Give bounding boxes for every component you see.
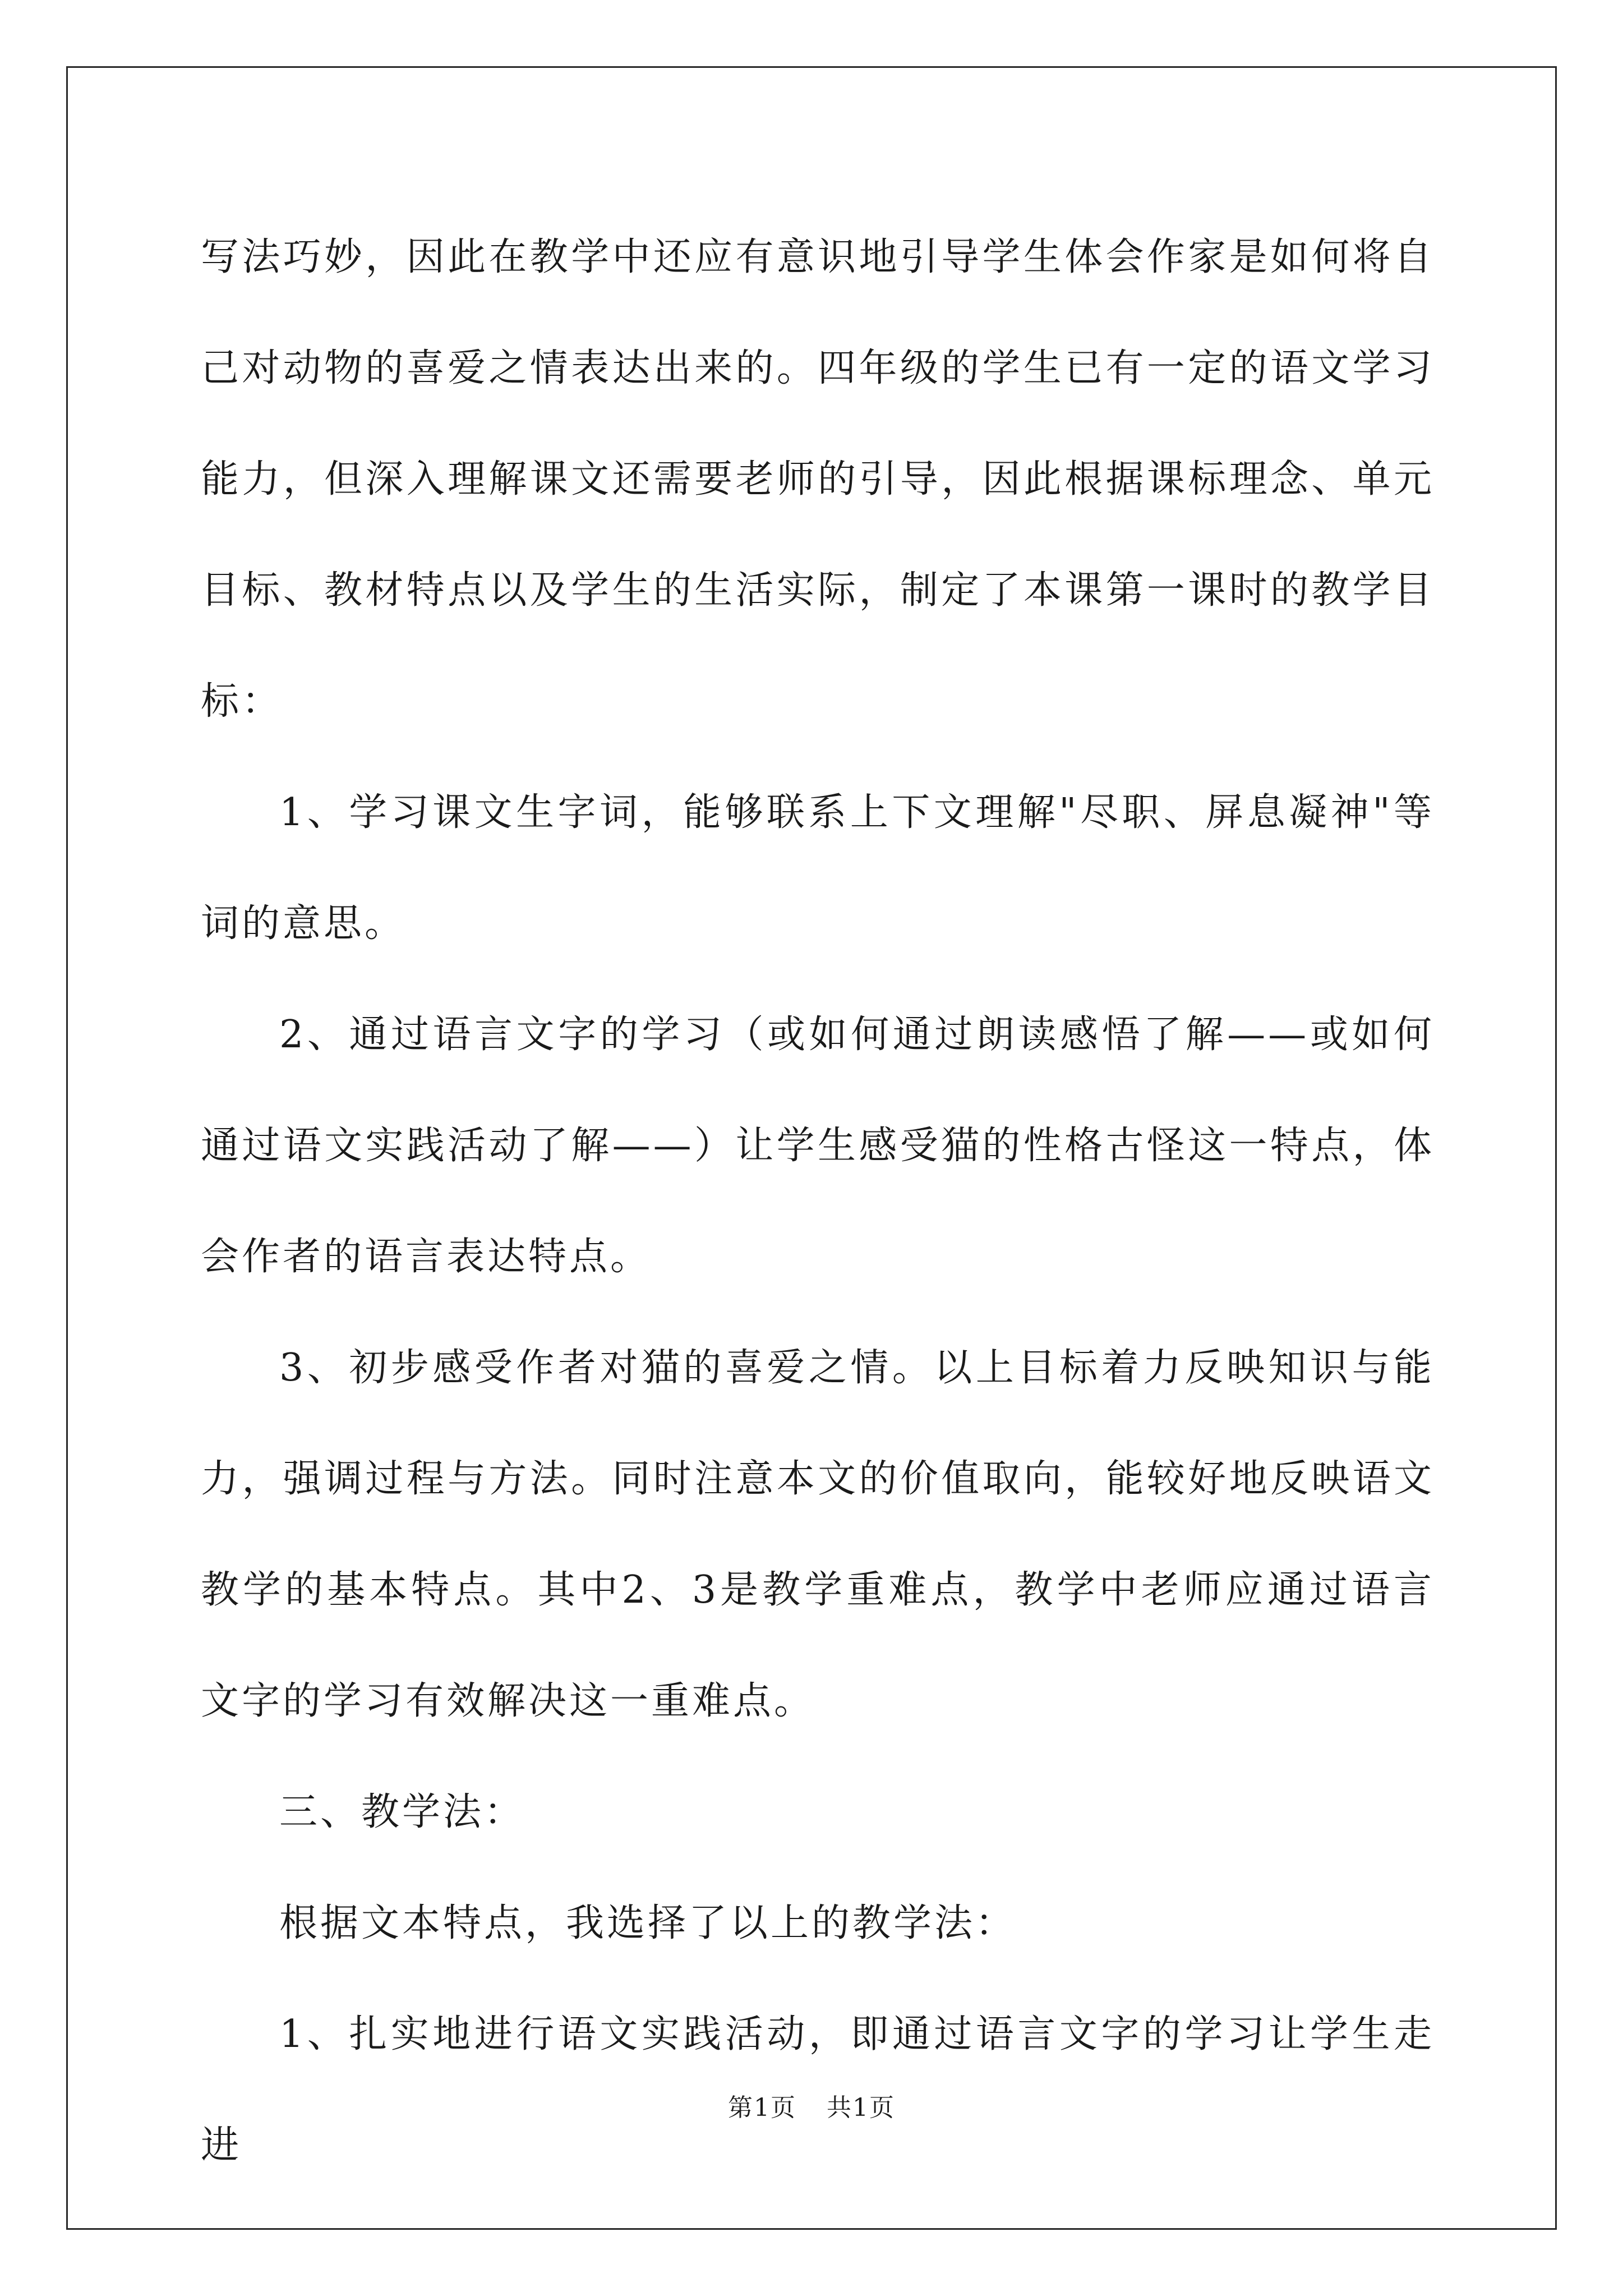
page-number: 第1页 bbox=[728, 2093, 796, 2122]
paragraph-objective-2: 2、通过语言文字的学习（或如何通过朗读感悟了解——或如何通过语文实践活动了解——）让学生感受猫的性格古怪这一特点，体会作者的语言表达特点。 bbox=[201, 1013, 1435, 1279]
document-body bbox=[201, 202, 1435, 2201]
page-total: 共1页 bbox=[827, 2093, 895, 2122]
section-heading-teaching-methods: 三、教学法： bbox=[279, 1790, 525, 1834]
paragraph-method-1: 1、扎实地进行语文实践活动，即通过语言文字的学习让学生走进 bbox=[201, 2012, 1435, 2168]
paragraph-objective-3: 3、初步感受作者对猫的喜爱之情。以上目标着力反映知识与能力，强调过程与方法。同时注意本文的价值取向，能较好地反映语文教学的基本特点。其中2、3是教学重难点，教学中老师应通过语言文字的学习有效解决这一重难点。 bbox=[201, 1346, 1435, 1723]
paragraph-objective-1: 1、学习课文生字词，能够联系上下文理解"尽职、屏息凝神"等词的意思。 bbox=[201, 790, 1435, 946]
paragraph-methods-intro: 根据文本特点，我选择了以上的教学法： bbox=[279, 1901, 1017, 1945]
page-footer bbox=[0, 2091, 1623, 2125]
paragraph-intro: 写法巧妙，因此在教学中还应有意识地引导学生体会作家是如何将自己对动物的喜爱之情表达出来的。四年级的学生已有一定的语文学习能力，但深入理解课文还需要老师的引导，因此根据课标理念、单元目标、教材特点以及学生的生活实际，制定了本课第一课时的教学目标： bbox=[201, 235, 1435, 724]
